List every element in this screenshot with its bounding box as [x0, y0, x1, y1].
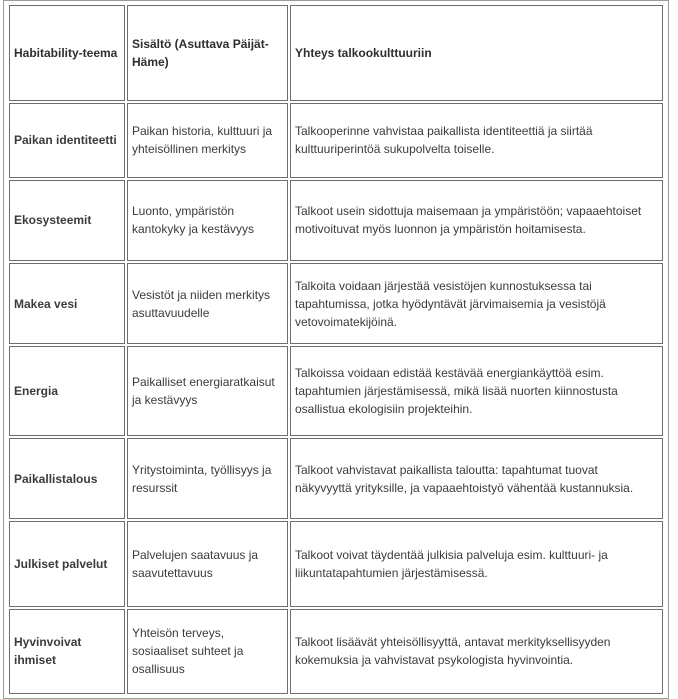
- theme-cell: Energia: [9, 346, 125, 435]
- content-cell: Palvelujen saatavuus ja saavutettavuus: [127, 521, 288, 606]
- theme-cell: Paikallistalous: [9, 438, 125, 519]
- content-cell: Luonto, ympäristön kantokyky ja kestävyys: [127, 180, 288, 261]
- table-row: [9, 180, 663, 261]
- connection-cell: Talkooperinne vahvistaa paikallista identiteettiä ja siirtää kulttuuriperintöä sukupolvelta toiselle.: [290, 103, 663, 178]
- habitability-table: [7, 3, 665, 696]
- content-cell: Yhteisön terveys, sosiaaliset suhteet ja osallisuus: [127, 609, 288, 694]
- content-cell: Paikan historia, kulttuuri ja yhteisöllinen merkitys: [127, 103, 288, 178]
- connection-cell: Talkoot usein sidottuja maisemaan ja ympäristöön; vapaaehtoiset motivoituvat myös luonnon ja ympäristön hoitamisesta.: [290, 180, 663, 261]
- header-cell-connection: Yhteys talkookulttuuriin: [290, 5, 663, 101]
- header-cell-content: Sisältö (Asuttava Päijät-Häme): [127, 5, 288, 101]
- content-cell: Paikalliset energiaratkaisut ja kestävyys: [127, 346, 288, 435]
- table-row: [9, 103, 663, 178]
- connection-cell: Talkoissa voidaan edistää kestävää energiankäyttöä esim. tapahtumien järjestämisessä, mikä lisää nuorten kiinnostusta osallistua ekologisiin projekteihin.: [290, 346, 663, 435]
- connection-cell: Talkoot vahvistavat paikallista taloutta: tapahtumat tuovat näkyvyyttä yrityksille, ja vapaaehtoistyö vähentää kustannuksia.: [290, 438, 663, 519]
- table-row: [9, 521, 663, 606]
- table-row: [9, 346, 663, 435]
- connection-cell: Talkoot lisäävät yhteisöllisyyttä, antavat merkityksellisyyden kokemuksia ja vahvistavat psykologista hyvinvointia.: [290, 609, 663, 694]
- content-cell: Vesistöt ja niiden merkitys asuttavuudelle: [127, 263, 288, 344]
- theme-cell: Julkiset palvelut: [9, 521, 125, 606]
- connection-cell: Talkoot voivat täydentää julkisia palveluja esim. kulttuuri- ja liikuntatapahtumien järjestämisessä.: [290, 521, 663, 606]
- header-cell-theme: Habitability-teema: [9, 5, 125, 101]
- table-row: [9, 263, 663, 344]
- theme-cell: Ekosysteemit: [9, 180, 125, 261]
- header-row: [9, 5, 663, 101]
- theme-cell: Hyvinvoivat ihmiset: [9, 609, 125, 694]
- theme-cell: Makea vesi: [9, 263, 125, 344]
- theme-cell: Paikan identiteetti: [9, 103, 125, 178]
- table-row: [9, 609, 663, 694]
- table-row: [9, 438, 663, 519]
- content-cell: Yritystoiminta, työllisyys ja resurssit: [127, 438, 288, 519]
- habitability-table-container: [3, 0, 669, 699]
- connection-cell: Talkoita voidaan järjestää vesistöjen kunnostuksessa tai tapahtumissa, jotka hyödyntävät järvimaisemia ja vesistöjä vetovoimatekijöinä.: [290, 263, 663, 344]
